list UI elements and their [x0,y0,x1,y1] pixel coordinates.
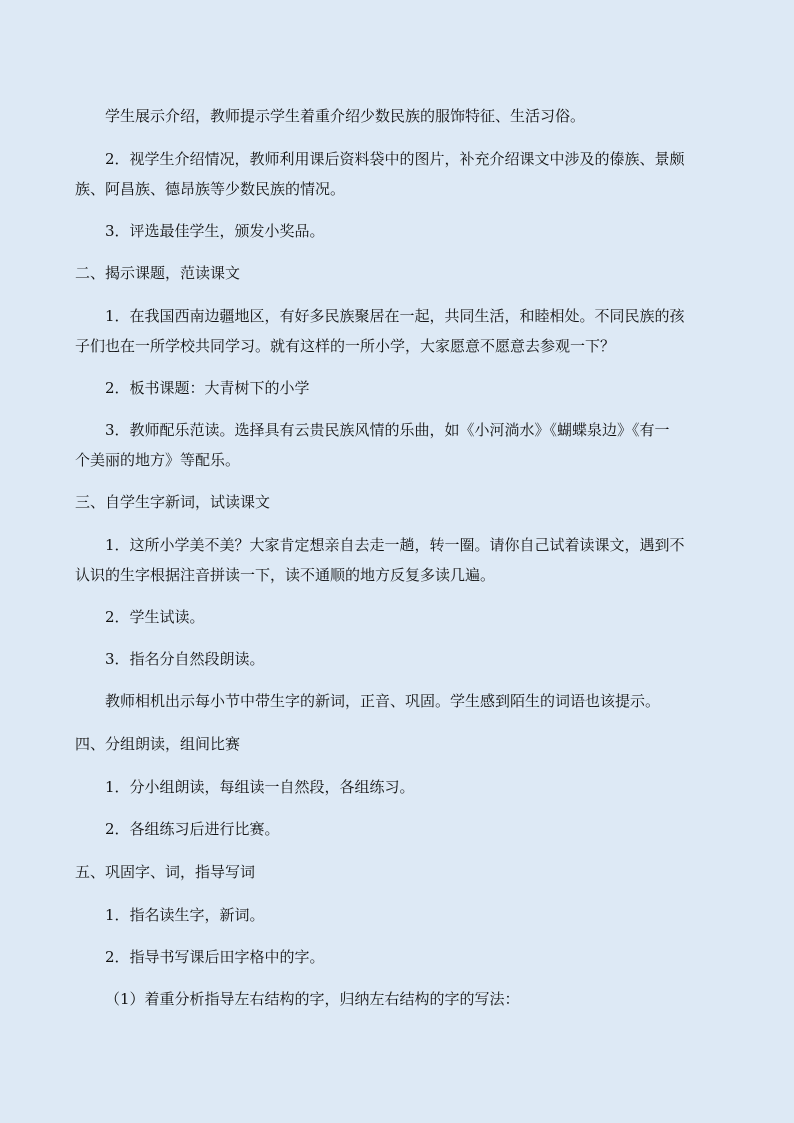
list-item-line: 2．各组练习后进行比赛。 [105,820,280,838]
list-item-line: 2．学生试读。 [105,608,205,626]
list-item-line: 1．在我国西南边疆地区，有好多民族聚居在一起，共同生活，和睦相处。不同民族的孩 [105,307,685,325]
list-item-line: 1．分小组朗读，每组读一自然段，各组练习。 [105,778,415,796]
section-heading: 二、揭示课题，范读课文 [75,264,241,282]
list-item-line: 2．指导书写课后田字格中的字。 [105,948,325,966]
sub-item-line: （1）着重分析指导左右结构的字，归纳左右结构的字的写法： [105,990,520,1008]
section-heading: 五、巩固字、词，指导写词 [75,863,256,881]
list-item-line: 3．评选最佳学生，颁发小奖品。 [105,222,325,240]
list-item-line: 3．指名分自然段朗读。 [105,650,265,668]
section-heading: 四、分组朗读，组间比赛 [75,735,241,753]
paragraph-line: 学生展示介绍，教师提示学生着重介绍少数民族的服饰特征、生活习俗。 [105,107,586,125]
paragraph-line: 教师相机出示每小节中带生字的新词，正音、巩固。学生感到陌生的词语也该提示。 [105,692,661,710]
list-item-line-continued: 个美丽的地方》等配乐。 [75,451,241,469]
list-item-line-continued: 族、阿昌族、德昂族等少数民族的情况。 [75,180,346,198]
list-item-line: 2．板书课题：大青树下的小学 [105,379,310,397]
list-item-line: 2．视学生介绍情况，教师利用课后资料袋中的图片，补充介绍课文中涉及的傣族、景颇 [105,150,685,168]
section-heading: 三、自学生字新词，试读课文 [75,493,271,511]
list-item-line-continued: 认识的生字根据注音拼读一下，读不通顺的地方反复多读几遍。 [75,566,496,584]
list-item-line: 1．指名读生字，新词。 [105,906,265,924]
list-item-line: 3．教师配乐范读。选择具有云贵民族风情的乐曲，如《小河淌水》《蝴蝶泉边》《有一 [105,421,670,439]
list-item-line: 1．这所小学美不美？大家肯定想亲自去走一趟，转一圈。请你自己试着读课文，遇到不 [105,536,685,554]
list-item-line-continued: 子们也在一所学校共同学习。就有这样的一所小学，大家愿意不愿意去参观一下？ [75,337,616,355]
